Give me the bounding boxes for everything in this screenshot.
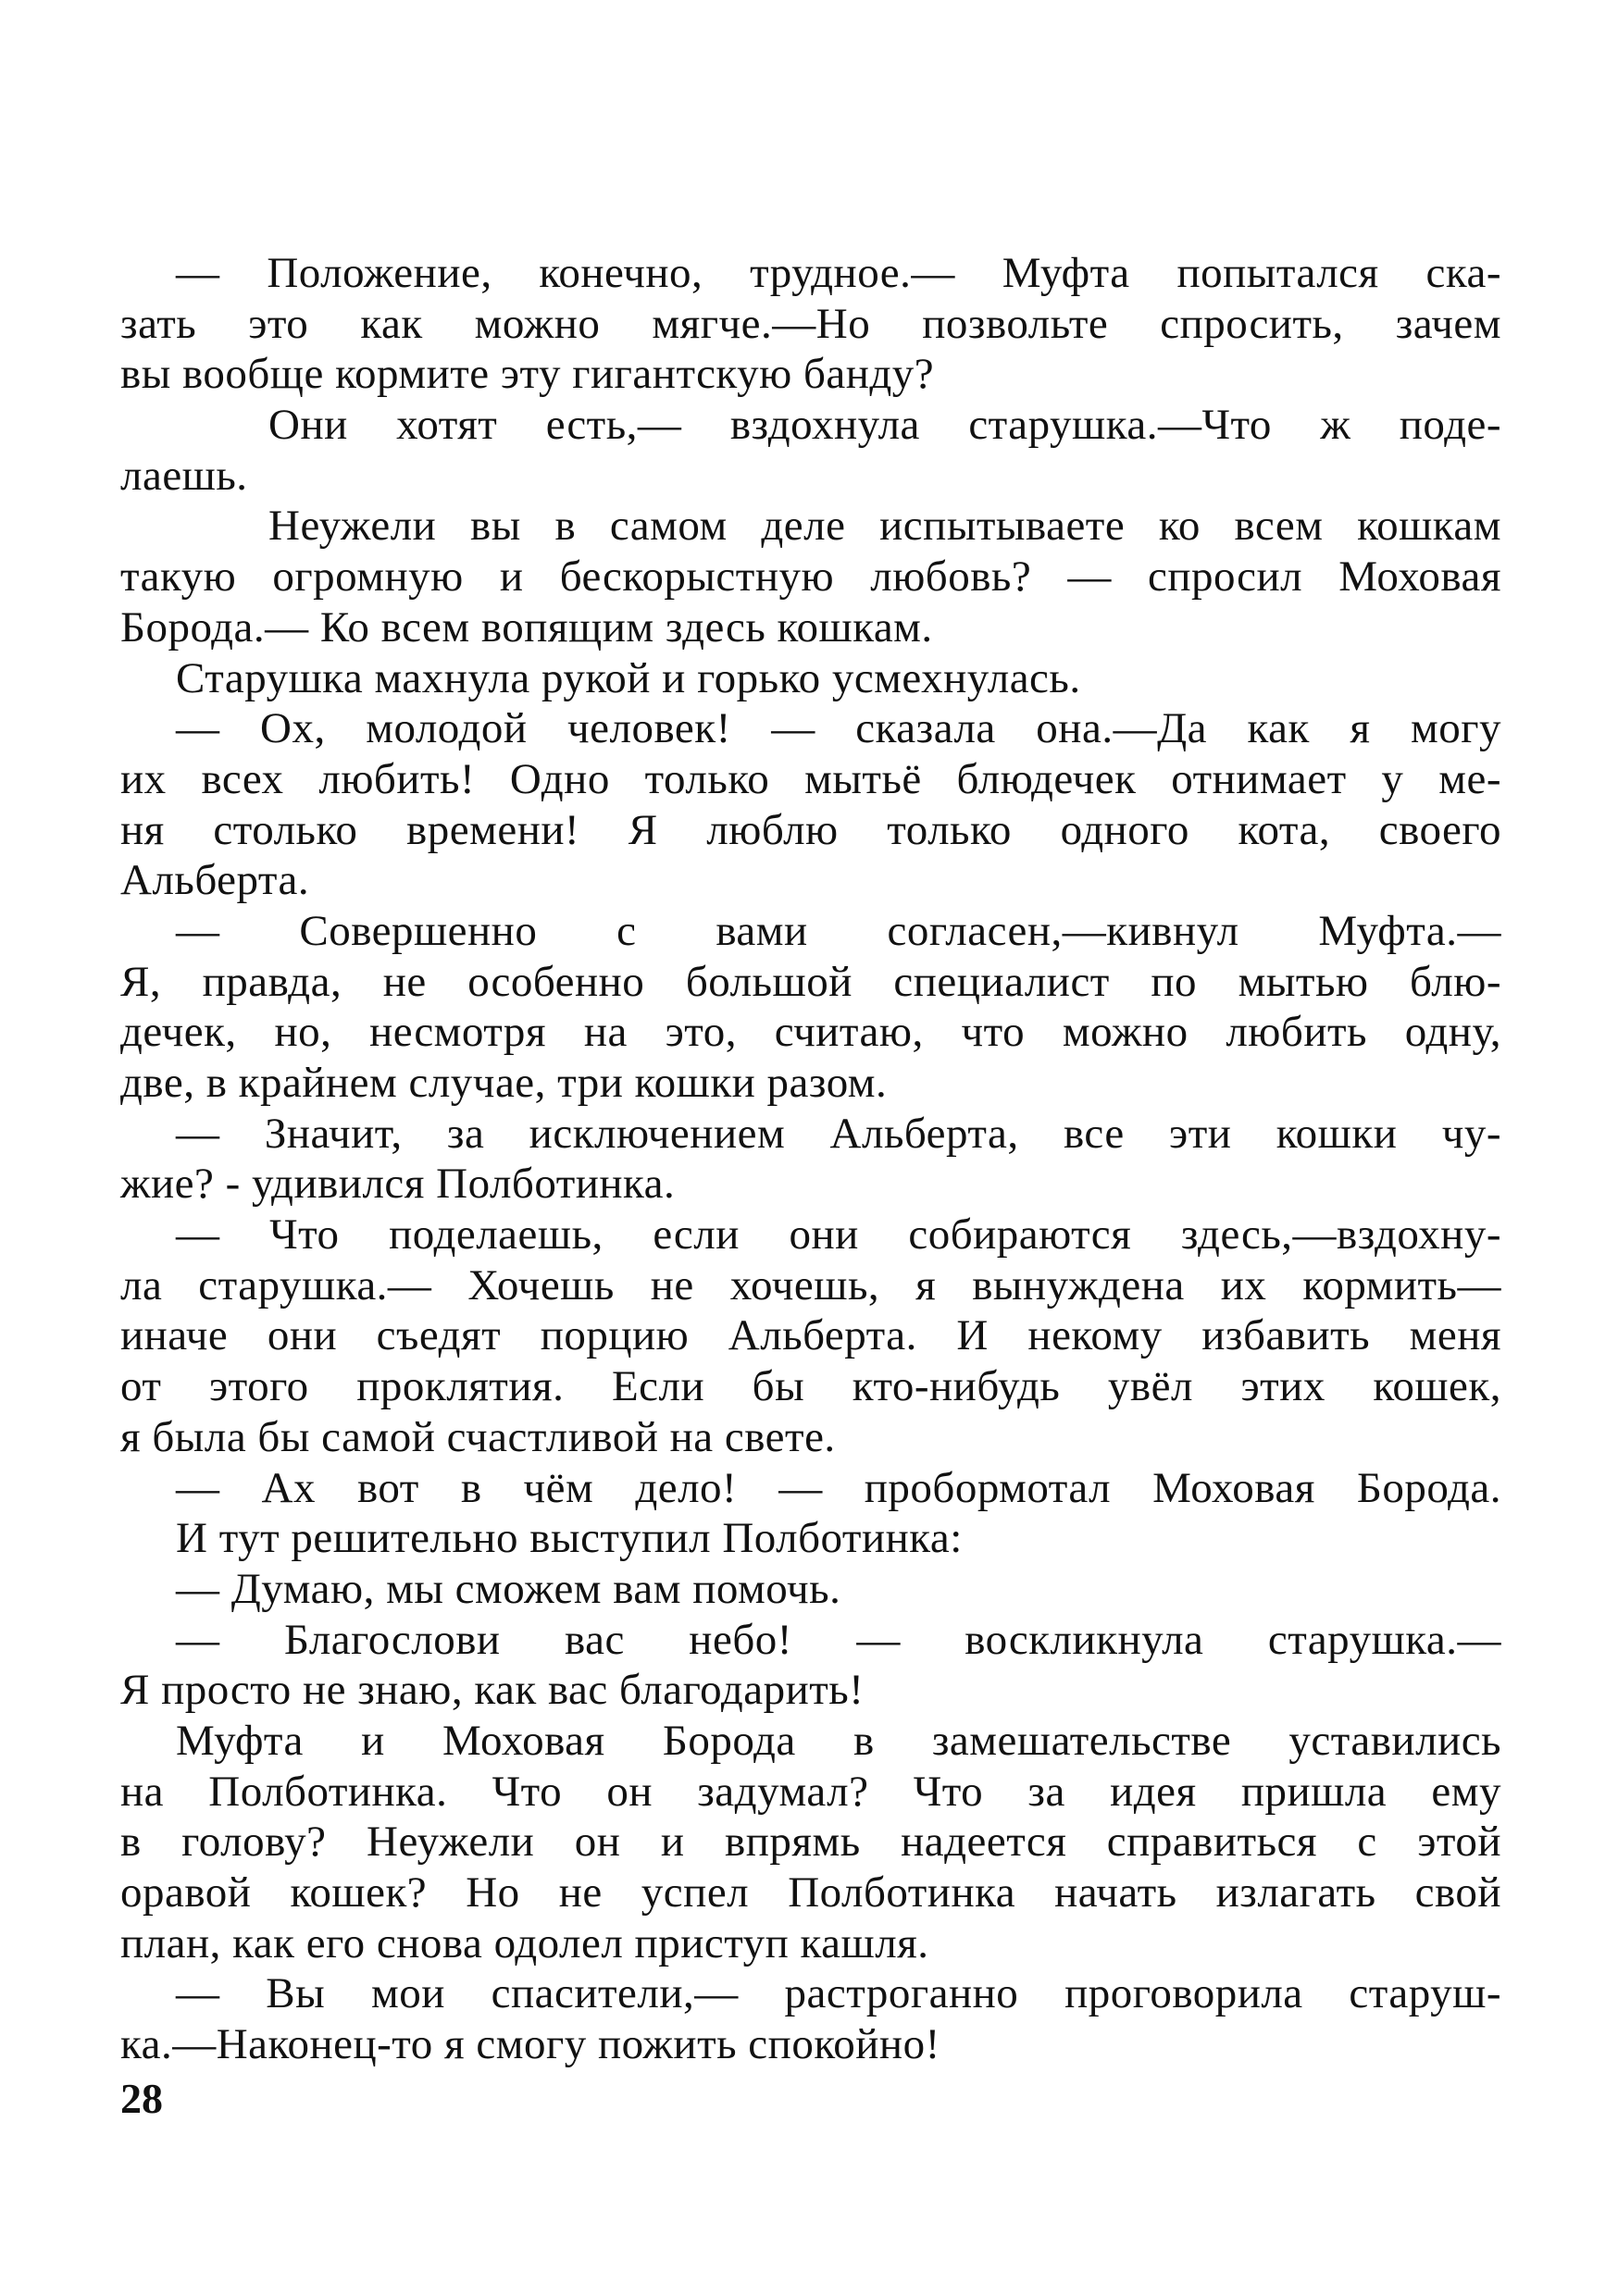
text-line: — Вы мои спасители,— растроганно проговорила старуш- <box>176 1969 1501 2018</box>
text-line: — Положение, конечно, трудное.— Муфта попытался ска- <box>176 249 1501 297</box>
text-line: такую огромную и бескорыстную любовь? — спросил Моховая <box>120 552 1501 602</box>
text-line: — Думаю, мы сможем вам помочь. <box>176 1564 841 1613</box>
text-line: две, в крайнем случае, три кошки разом. <box>120 1059 888 1107</box>
page-number: 28 <box>120 2075 163 2122</box>
text-line: Борода.— Ко всем вопящим здесь кошкам. <box>120 602 933 652</box>
text-line: — Благослови вас небо! — воскликнула старушка.— <box>176 1615 1501 1664</box>
text-line: оравой кошек? Но не успел Полботинка начать излагать свой <box>120 1868 1501 1917</box>
text-line: И тут решительно выступил Полботинка: <box>176 1514 963 1563</box>
text-line: Альберта. <box>120 856 310 905</box>
text-line: я была бы самой счастливой на свете. <box>120 1412 836 1461</box>
text-line: зать это как можно мягче.—Но позвольте спросить, зачем <box>120 299 1501 348</box>
text-line: в голову? Неужели он и впрямь надеется справиться с этой <box>120 1818 1501 1867</box>
text-line: — Что поделаешь, если они собираются здесь,—вздохну- <box>176 1210 1501 1260</box>
text-line: от этого проклятия. Если бы кто-нибудь увёл этих кошек, <box>120 1362 1501 1411</box>
text-line: план, как его снова одолел приступ кашля. <box>120 1918 929 1967</box>
text-line: Старушка махнула рукой и горько усмехнулась. <box>176 653 1081 702</box>
text-line: Муфта и Моховая Борода в замешательстве уставились <box>176 1716 1501 1765</box>
text-line: — Ах вот в чём дело! — пробормотал Моховая Борода. <box>176 1463 1501 1512</box>
text-line: дечек, но, несмотря на это, считаю, что можно любить одну, <box>120 1008 1501 1057</box>
text-line: на Полботинка. Что он задумал? Что за идея пришла ему <box>120 1767 1501 1816</box>
text-line: Неужели вы в самом деле испытываете ко всем кошкам <box>268 502 1501 551</box>
text-line: — Ох, молодой человек! — сказала она.—Да как я могу <box>176 704 1501 753</box>
text-line: — Значит, за исключением Альберта, все эти кошки чу- <box>176 1109 1501 1158</box>
text-line: жие? - удивился Полботинка. <box>120 1160 676 1209</box>
text-line: лаешь. <box>120 451 248 500</box>
text-line: — Совершенно с вами согласен,—кивнул Муфта.— <box>176 906 1501 955</box>
text-line: Я просто не знаю, как вас благодарить! <box>120 1666 865 1715</box>
text-line: Я, правда, не особенно большой специалист по мытью блю- <box>120 957 1501 1006</box>
text-line: ня столько времени! Я люблю только одного кота, своего <box>120 805 1501 854</box>
text-line: Они хотят есть,— вздохнула старушка.—Что ж поде- <box>268 401 1501 450</box>
text-line: ла старушка.— Хочешь не хочешь, я вынуждена их кормить— <box>120 1260 1501 1309</box>
text-line: их всех любить! Одно только мытьё блюдечек отнимает у ме- <box>120 754 1501 803</box>
text-line: ка.—Наконец-то я смогу пожить спокойно! <box>120 2020 940 2069</box>
text-line: вы вообще кормите эту гигантскую банду? <box>120 350 935 399</box>
page-body <box>120 248 1501 2070</box>
text-line: иначе они съедят порцию Альберта. И некому избавить меня <box>120 1311 1501 1360</box>
